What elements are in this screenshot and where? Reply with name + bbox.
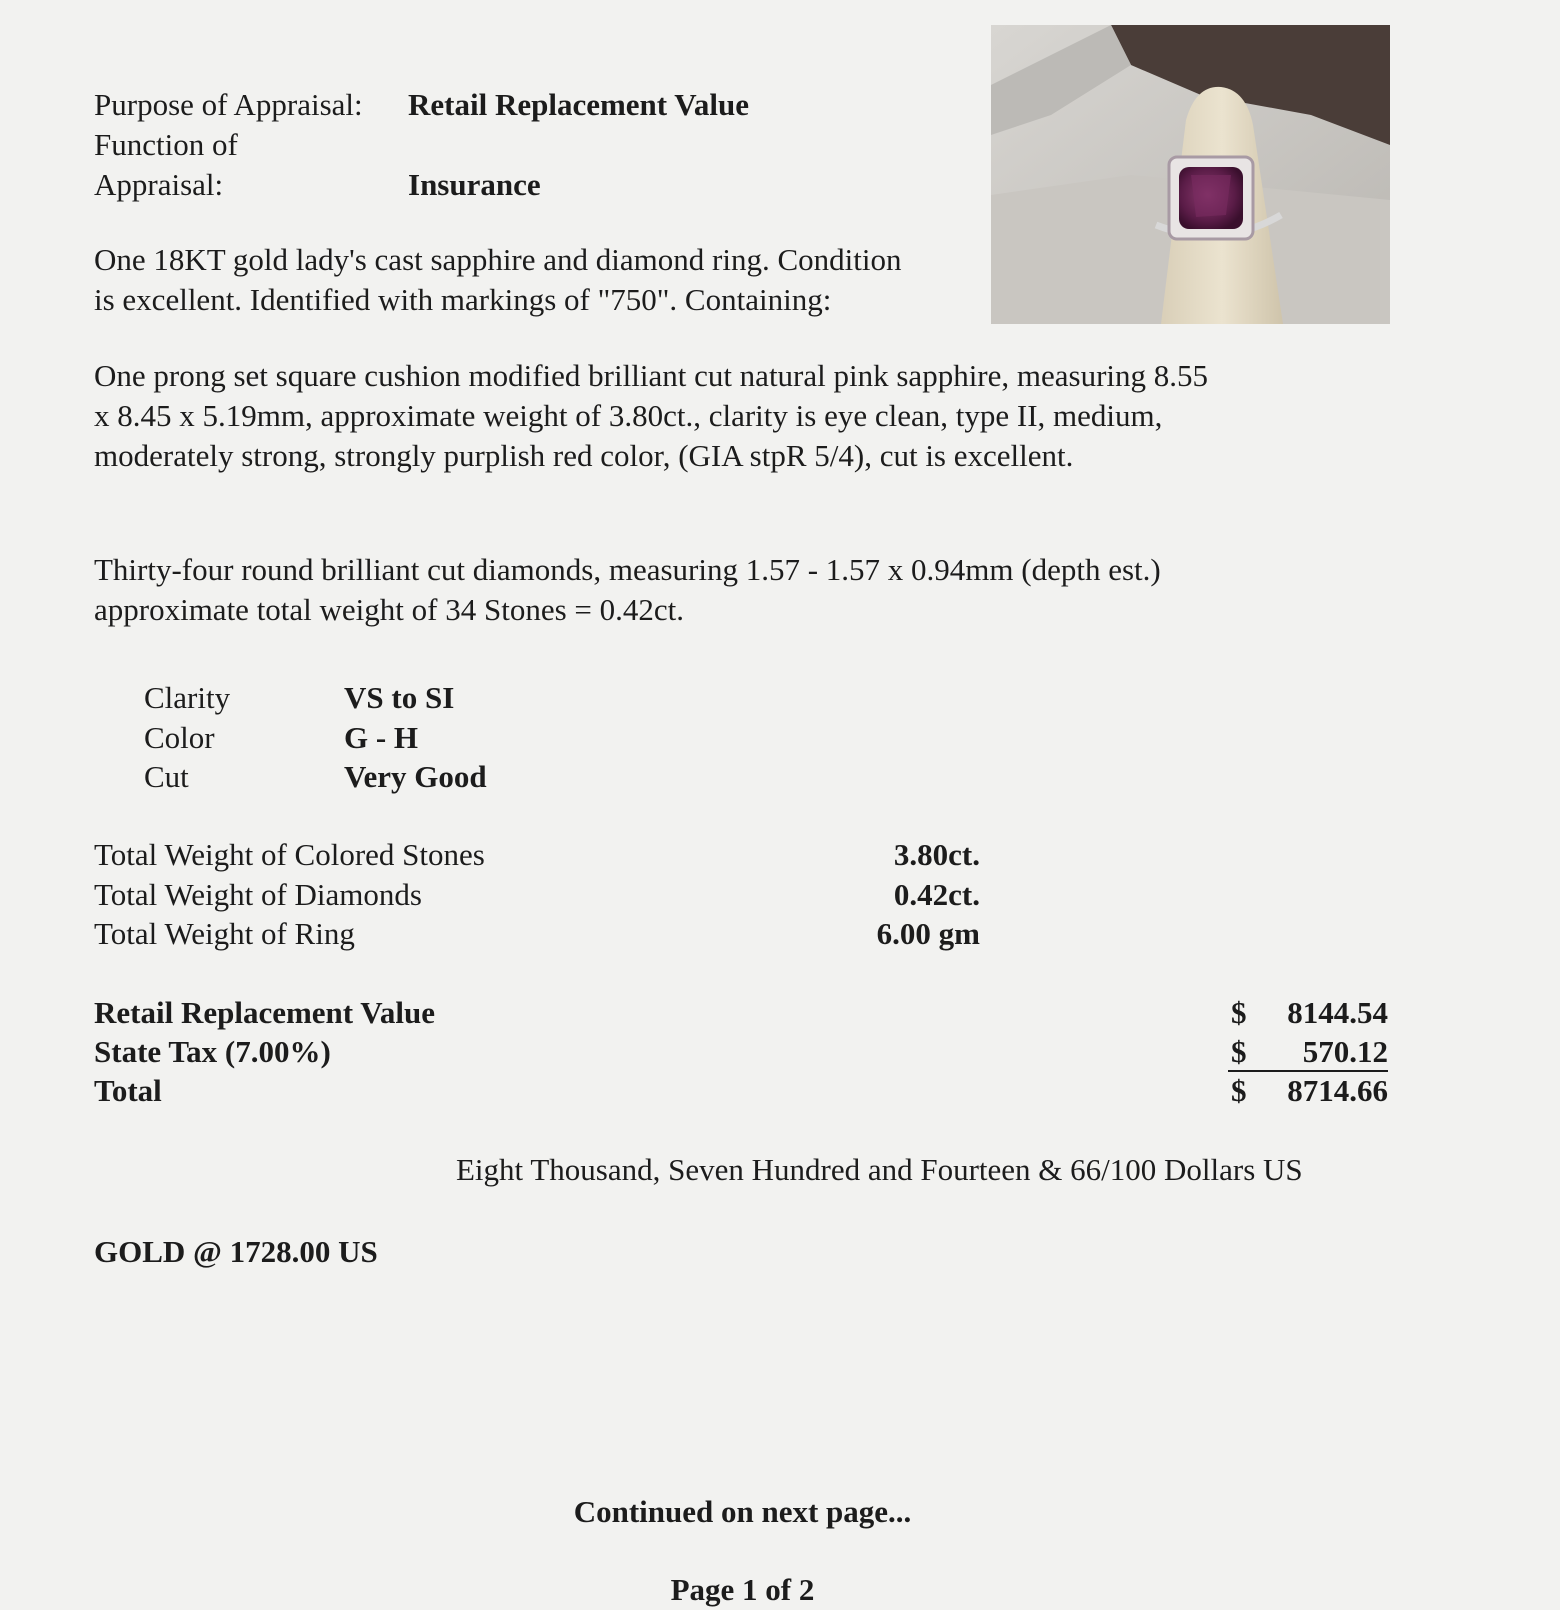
ring-photo-image (991, 25, 1390, 324)
function-value: Insurance (408, 167, 541, 202)
grading-cut-value: Very Good (344, 759, 487, 794)
retail-value-label: Retail Replacement Value (94, 995, 435, 1030)
function-label-line1: Function of (94, 127, 238, 162)
state-tax-amount (1228, 1032, 1388, 1072)
weight-diamonds-label: Total Weight of Diamonds (94, 877, 422, 912)
total-number: 8714.66 (1287, 1073, 1388, 1108)
ring-description-line2: is excellent. Identified with markings of "750". Containing: (94, 282, 832, 317)
retail-value-amount (1228, 993, 1388, 1033)
grading-color-value: G - H (344, 720, 419, 755)
grading-clarity-label: Clarity (144, 680, 231, 715)
grading-color-label: Color (144, 720, 215, 755)
weight-diamonds-value: 0.42ct. (893, 877, 980, 912)
state-tax-number: 570.12 (1302, 1034, 1388, 1069)
grading-clarity-value: VS to SI (344, 680, 455, 715)
page-number: Page 1 of 2 (670, 1572, 815, 1607)
function-label-line2: Appraisal: (94, 167, 224, 202)
ring-description (94, 240, 901, 320)
ring-description-line1: One 18KT gold lady's cast sapphire and diamond ring. Condition (94, 242, 902, 277)
ring-photo (991, 25, 1390, 324)
total-amount (1228, 1071, 1388, 1111)
purpose-value: Retail Replacement Value (408, 87, 749, 122)
amount-in-words: Eight Thousand, Seven Hundred and Fourteen & 66/100 Dollars US (456, 1152, 1303, 1187)
continued-note: Continued on next page... (573, 1494, 912, 1529)
diamonds-line2: approximate total weight of 34 Stones = 0.42ct. (94, 592, 685, 627)
sapphire-line3: moderately strong, strongly purplish red color, (GIA stpR 5/4), cut is excellent. (94, 438, 1074, 473)
retail-value-number: 8144.54 (1287, 995, 1388, 1030)
state-tax-currency: $ (1231, 1034, 1247, 1069)
grading-cut-label: Cut (144, 759, 189, 794)
purpose-label: Purpose of Appraisal: (94, 87, 363, 122)
sapphire-description (94, 356, 1208, 476)
sapphire-line1: One prong set square cushion modified brilliant cut natural pink sapphire, measuring 8.55 (94, 358, 1209, 393)
state-tax-label: State Tax (7.00%) (94, 1034, 331, 1069)
weight-colored-stones-value: 3.80ct. (893, 837, 980, 872)
total-label: Total (94, 1073, 162, 1108)
diamonds-description (94, 550, 1161, 630)
total-currency: $ (1231, 1073, 1247, 1108)
weight-colored-stones-label: Total Weight of Colored Stones (94, 837, 485, 872)
weight-ring-label: Total Weight of Ring (94, 916, 355, 951)
retail-value-currency: $ (1231, 995, 1247, 1030)
sapphire-line2: x 8.45 x 5.19mm, approximate weight of 3.80ct., clarity is eye clean, type II, medium, (94, 398, 1163, 433)
gold-price: GOLD @ 1728.00 US (94, 1234, 378, 1269)
diamonds-line1: Thirty-four round brilliant cut diamonds, measuring 1.57 - 1.57 x 0.94mm (depth est.) (94, 552, 1161, 587)
weight-ring-value: 6.00 gm (876, 916, 980, 951)
